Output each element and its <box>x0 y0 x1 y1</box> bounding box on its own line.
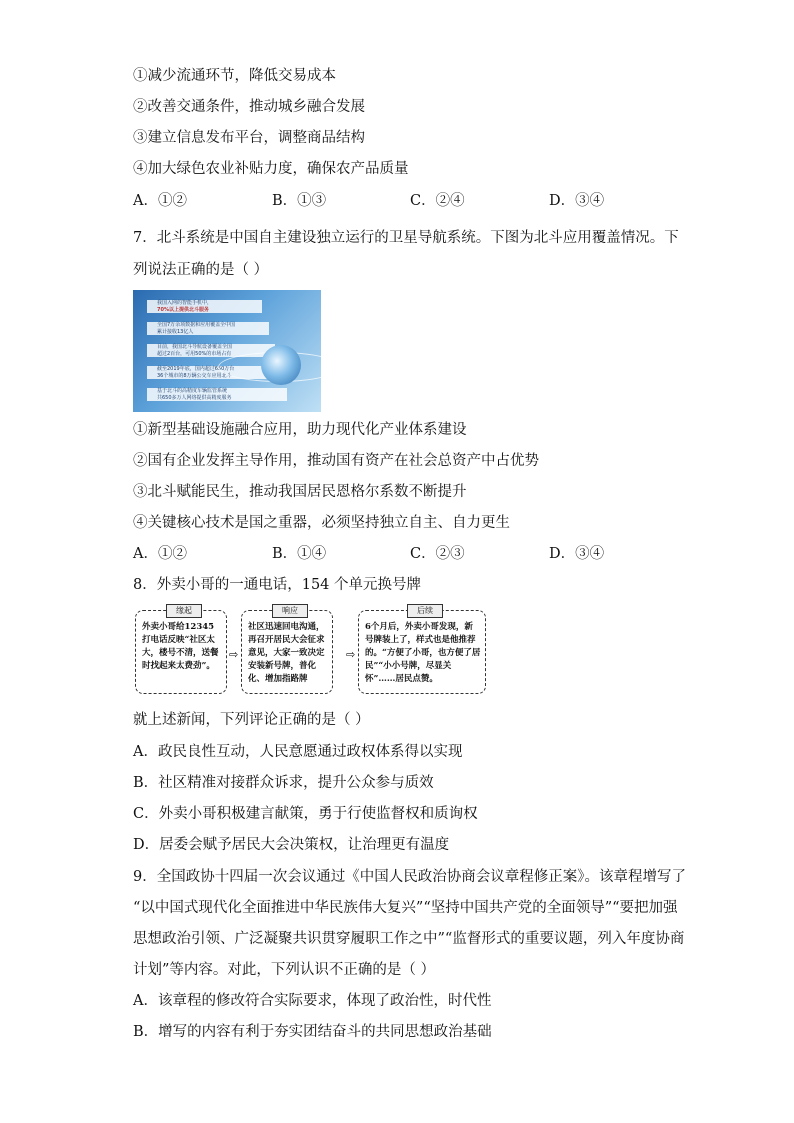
q7-option-b[interactable]: B．①④ <box>272 546 327 562</box>
beidou-coverage-figure <box>133 290 321 412</box>
q6-item-4: ④加大绿色农业补贴力度，确保农产品质量 <box>133 161 409 177</box>
q7-stem-line1: 7．北斗系统是中国自主建设独立运行的卫星导航系统。下图为北斗应用覆盖情况。下 <box>133 230 679 246</box>
figure-band-3: 目前，我国北斗导航设备覆盖全国 超过2百台，可用50%的市场占有 <box>147 344 275 357</box>
q7-option-c[interactable]: C．②③ <box>410 546 465 562</box>
figure-band-2: 全国7万余项数据和应用覆盖全中国 累计接收13亿人 <box>147 322 269 335</box>
arrow-right-icon: ⇨ <box>346 648 356 661</box>
q8-option-d[interactable]: D．居委会赋予居民大会决策权，让治理更有温度 <box>133 837 450 853</box>
q9-stem-line4: 计划”等内容。对此，下列认识不正确的是（ ） <box>133 962 436 978</box>
flow-card-text: 6个月后，外卖小哥发现，新号牌装上了，样式也是他推荐的。“方便了小哥，也方便了居民”“小小号牌，尽显关怀”……居民点赞。 <box>365 622 481 684</box>
q7-option-a[interactable]: A．①② <box>133 546 187 562</box>
q6-option-c[interactable]: C．②④ <box>410 193 465 209</box>
figure-band-5: 基于北斗的高精度车辆监管系统 共650多万人网络提供高精度服务 <box>147 388 287 401</box>
q7-item-1: ①新型基础设施融合应用，助力现代化产业体系建设 <box>133 422 467 438</box>
q6-option-b[interactable]: B．①③ <box>272 193 327 209</box>
q8-option-b[interactable]: B．社区精准对接群众诉求，提升公众参与质效 <box>133 775 434 791</box>
arrow-right-icon: ⇨ <box>229 648 239 661</box>
q9-stem-line3: 思想政治引领、广泛凝聚共识贯穿履职工作之中”“监督形式的重要议题，列入年度协商 <box>133 931 685 947</box>
q9-stem-line2: “以中国式现代化全面推进中华民族伟大复兴”“坚持中国共产党的全面领导”“要把加强 <box>133 900 678 916</box>
flow-card-response <box>241 606 333 694</box>
q9-stem-line1: 9．全国政协十四届一次会议通过《中国人民政治协商会议章程修正案》。该章程增写了 <box>133 869 686 885</box>
q6-item-3: ③建立信息发布平台，调整商品结构 <box>133 130 365 146</box>
q8-prompt: 就上述新闻，下列评论正确的是（ ） <box>133 712 370 728</box>
q8-option-c[interactable]: C．外卖小哥积极建言献策，勇于行使监督权和质询权 <box>133 806 478 822</box>
globe-icon <box>261 345 301 385</box>
q6-option-d[interactable]: D．③④ <box>549 193 605 209</box>
q7-item-2: ②国有企业发挥主导作用，推动国有资产在社会总资产中占优势 <box>133 453 539 469</box>
q7-option-d[interactable]: D．③④ <box>549 546 605 562</box>
flow-card-tag: 缘起 <box>166 604 202 618</box>
flow-card-text: 外卖小哥给12345打电话反映“社区太大，楼号不清，送餐时找起来太费劲”。 <box>142 622 219 671</box>
flow-card-origin <box>135 606 227 694</box>
figure-band-4: 截至2019年底，国内超过650万台 36个城市的8万辆公交车应用北斗 <box>147 366 269 379</box>
q7-item-3: ③北斗赋能民生，推动我国居民恩格尔系数不断提升 <box>133 484 467 500</box>
flow-card-tag: 响应 <box>272 604 308 618</box>
q7-item-4: ④关键核心技术是国之重器，必须坚持独立自主、自力更生 <box>133 515 510 531</box>
q6-option-a[interactable]: A．①② <box>133 193 187 209</box>
flow-card-text: 社区迅速回电沟通，再召开居民大会征求意见，大家一致决定安装新号牌，普化化、增加指路牌 <box>248 622 325 684</box>
q8-option-a[interactable]: A．政民良性互动，人民意愿通过政权体系得以实现 <box>133 744 463 760</box>
q9-option-a[interactable]: A．该章程的修改符合实际要求，体现了政治性，时代性 <box>133 993 492 1009</box>
q7-stem-line2: 列说法正确的是（ ） <box>133 262 269 278</box>
figure-band-1: 我国入网的智能手机中， 70%以上提供北斗服务 <box>147 300 262 313</box>
news-flow-figure <box>133 603 493 699</box>
flow-card-followup <box>358 606 486 694</box>
flow-card-tag: 后续 <box>407 604 443 618</box>
q6-item-1: ①减少流通环节，降低交易成本 <box>133 68 336 84</box>
q6-item-2: ②改善交通条件，推动城乡融合发展 <box>133 99 365 115</box>
q9-option-b[interactable]: B．增写的内容有利于夯实团结奋斗的共同思想政治基础 <box>133 1024 492 1040</box>
q8-stem: 8．外卖小哥的一通电话，154 个单元换号牌 <box>133 577 422 593</box>
